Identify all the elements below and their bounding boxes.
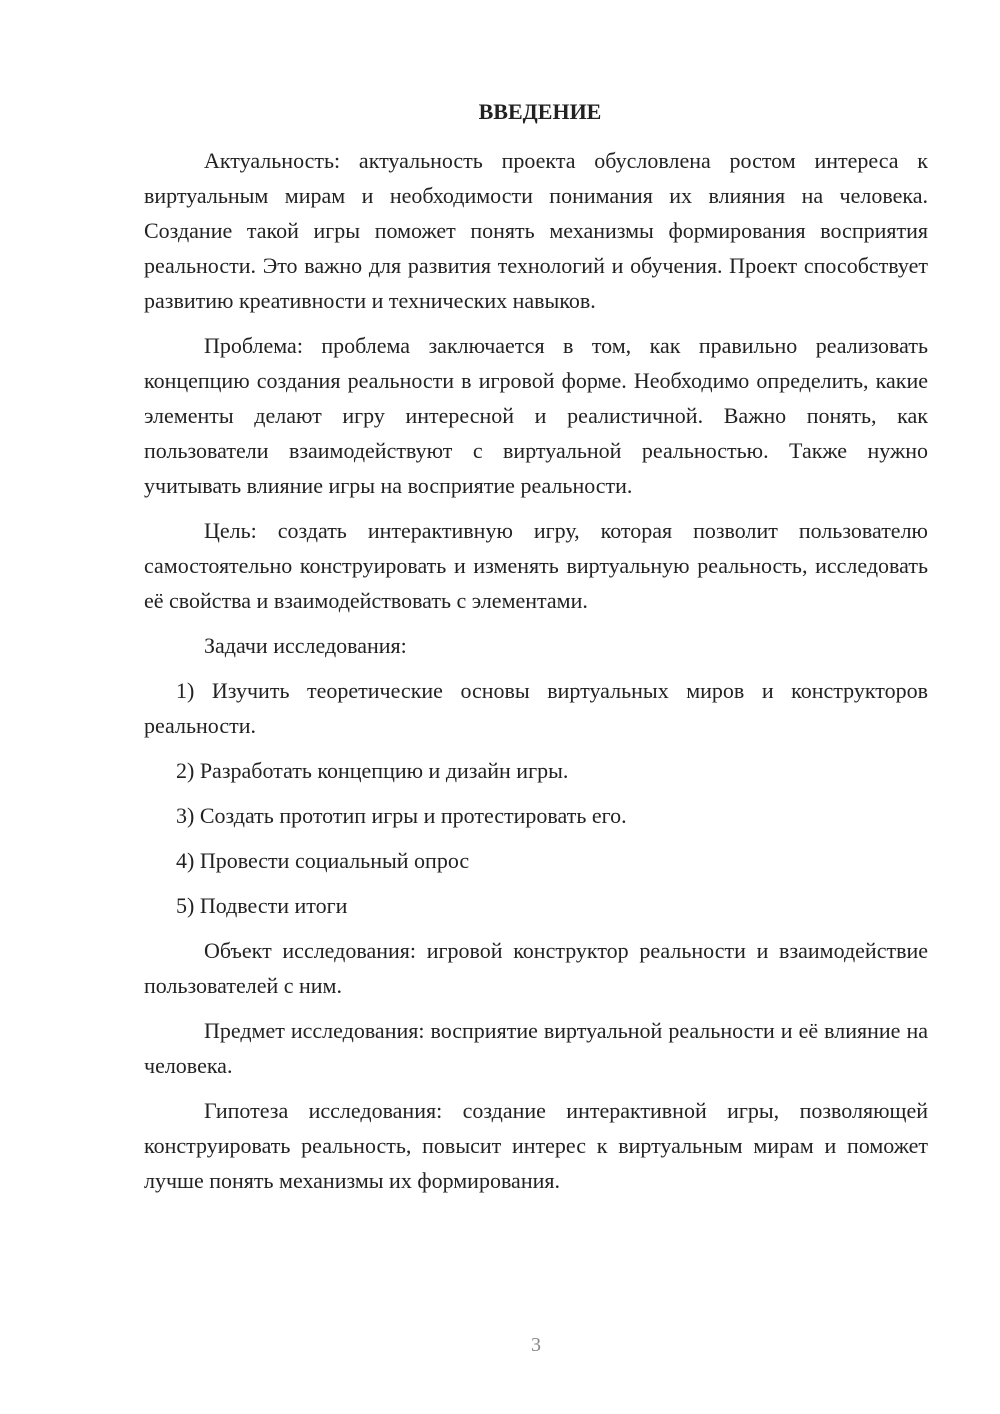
paragraph-problem: Проблема: проблема заключается в том, как правильно реализовать концепцию создания реальности в игровой форме. Необходимо определить, какие элементы делают игру интересной и реалистичной. Важно понять, как пользователи взаимодействуют с виртуальной реальностью. Также нужно учитывать влияние игры на восприятие реальности. (144, 333, 928, 498)
paragraph-object: Объект исследования: игровой конструктор реальности и взаимодействие пользователей с ним. (144, 938, 928, 998)
paragraph-goal: Цель: создать интерактивную игру, которая позволит пользователю самостоятельно конструировать и изменять виртуальную реальность, исследовать её свойства и взаимодействовать с элементами. (144, 518, 928, 613)
paragraph-subject: Предмет исследования: восприятие виртуальной реальности и её влияние на человека. (144, 1018, 928, 1078)
page-content (144, 94, 928, 1208)
task-item-4: 4) Провести социальный опрос (176, 848, 470, 873)
paragraph-relevance: Актуальность: актуальность проекта обусловлена ростом интереса к виртуальным мирам и необходимости понимания их влияния на человека. Создание такой игры поможет понять механизмы формирования восприятия реальности. Это важно для развития технологий и обучения. Проект способствует развитию креативности и технических навыков. (144, 148, 928, 313)
page-number: 3 (531, 1334, 541, 1356)
task-item-2: 2) Разработать концепцию и дизайн игры. (176, 758, 569, 783)
task-item-1: 1) Изучить теоретические основы виртуальных миров и конструкторов реальности. (144, 678, 928, 738)
paragraph-hypothesis: Гипотеза исследования: создание интерактивной игры, позволяющей конструировать реальность, повысит интерес к виртуальным мирам и поможет лучше понять механизмы их формирования. (144, 1098, 928, 1193)
task-item-5: 5) Подвести итоги (176, 893, 348, 918)
tasks-heading: Задачи исследования: (204, 633, 407, 658)
page-title: ВВЕДЕНИЕ (478, 99, 602, 124)
task-item-3: 3) Создать прототип игры и протестировать его. (176, 803, 627, 828)
